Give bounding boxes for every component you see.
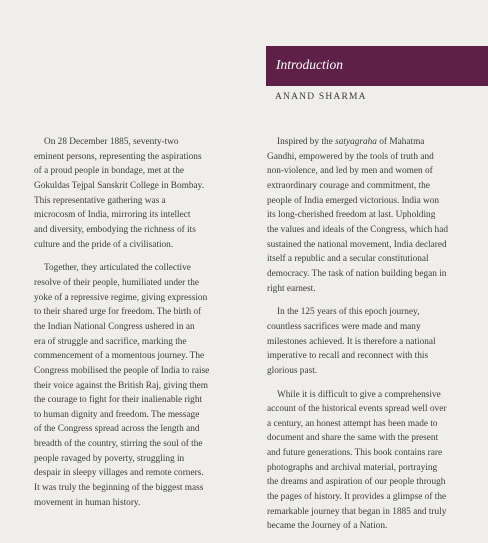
text-line: milestones achieved. It is therefore a national xyxy=(267,336,436,347)
text-line: became the Journey of a Nation. xyxy=(267,521,388,532)
text-line: people ravaged by poverty, struggling in xyxy=(34,453,185,464)
text-line: It was truly the beginning of the biggest mass xyxy=(34,483,204,494)
left-column xyxy=(34,135,259,519)
text-line: breadth of the country, stirring the soul of the xyxy=(34,439,203,450)
inline-text: Inspired by the xyxy=(277,137,336,147)
text-line: This representative gathering was a xyxy=(34,195,166,206)
section-title: Introduction xyxy=(276,57,343,72)
text-line: the values and ideals of the Congress, which had xyxy=(267,224,448,235)
text-line: of a proud people in bondage, met at the xyxy=(34,166,184,177)
text-line: commencement of a momentous journey. The xyxy=(34,351,205,362)
text-line: microcosm of India, mirroring its intellect xyxy=(34,210,191,221)
text-line: sustained the national movement, India declared xyxy=(267,239,447,250)
text-line: Gokuldas Tejpal Sanskrit College in Bombay. xyxy=(34,180,205,191)
text-line: and diversity, embodying the richness of its xyxy=(34,224,196,235)
text-line: the courage to fight for their inalienable right xyxy=(34,395,203,406)
text-line: In the 125 years of this epoch journey, xyxy=(277,307,420,318)
italic-term: satyagraha xyxy=(335,137,377,147)
text-line: to their shared urge for freedom. The birth of xyxy=(34,307,202,318)
text-line: and future generations. This book contains rare xyxy=(267,448,443,459)
right-column xyxy=(267,135,453,543)
right-paragraph-2 xyxy=(267,305,453,378)
text-line: movement in human history. xyxy=(34,497,141,508)
text-line: itself a republic and a secular constitutional xyxy=(267,254,429,265)
text-line: resolve of their people, humiliated under the xyxy=(34,277,199,288)
text-line: of the Congress spread across the length and xyxy=(34,424,200,435)
text-line: their voice against the British Raj, giving them xyxy=(34,380,209,391)
text-line: On 28 December 1885, seventy-two xyxy=(44,137,179,147)
text-line: people of India emerged victorious. India won xyxy=(267,195,440,206)
inline-text: of Mahatma xyxy=(376,137,425,147)
text-line: While it is difficult to give a comprehensive xyxy=(277,389,441,400)
text-line: despair in sleepy villages and remote corners. xyxy=(34,468,204,479)
text-line: the pages of history. It provides a glimpse of the xyxy=(267,492,447,503)
text-line: culture and the pride of a civilisation. xyxy=(34,239,174,250)
text-line: right earnest. xyxy=(267,283,316,294)
text-line: Gandhi, empowered by the tools of truth and xyxy=(267,151,434,162)
text-line: remarkable journey that began in 1885 and truly xyxy=(267,506,447,517)
text-line: eminent persons, representing the aspirations xyxy=(34,151,202,162)
text-line: the dreams and aspiration of our people through xyxy=(267,477,446,488)
text-line: document and share the same with the present xyxy=(267,433,439,444)
text-line: glorious past. xyxy=(267,365,318,376)
text-line: countless sacrifices were made and many xyxy=(267,321,421,332)
text-line: account of the historical events spread well over xyxy=(267,404,447,415)
text-line: its long-cherished freedom at last. Upholding xyxy=(267,210,436,221)
author-name: ANAND SHARMA xyxy=(275,92,367,102)
text-line: yoke of a repressive regime, giving expression xyxy=(34,292,208,303)
text-line: a century, an honest attempt has been made to xyxy=(267,418,438,429)
text-line: non-violence, and led by men and women of xyxy=(267,166,433,177)
text-line: Together, they articulated the collective xyxy=(44,263,191,274)
text-line: era of struggle and sacrifice, marking the xyxy=(34,336,187,347)
right-paragraph-1 xyxy=(267,135,453,296)
text-line: Congress mobilised the people of India to raise xyxy=(34,365,210,376)
text-line: to human dignity and freedom. The message xyxy=(34,409,200,420)
left-paragraph-2 xyxy=(34,261,259,510)
left-paragraph-1 xyxy=(34,135,259,252)
text-line: photographs and archival material, portraying xyxy=(267,462,438,473)
text-line: extraordinary courage and commitment, the xyxy=(267,180,430,191)
section-banner xyxy=(266,46,488,86)
text-line: imperative to recall and reconnect with this xyxy=(267,351,429,362)
text-line: the Indian National Congress ushered in an xyxy=(34,321,195,332)
right-paragraph-3 xyxy=(267,388,453,535)
text-line xyxy=(267,135,453,150)
text-line: democracy. The task of nation building began in xyxy=(267,268,447,279)
